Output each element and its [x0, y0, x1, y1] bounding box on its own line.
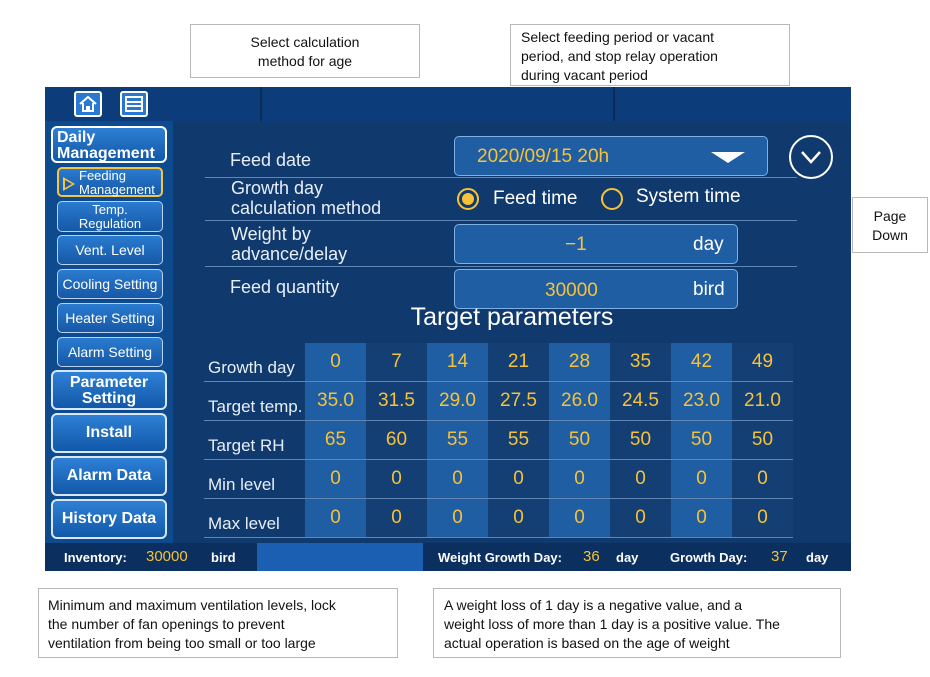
sidebar-item-label: Regulation: [78, 216, 142, 231]
status-bar-field: [257, 543, 423, 571]
row-divider: [205, 266, 797, 267]
callout-line: weight loss of more than 1 day is a positive value. The: [444, 616, 780, 632]
row-label: Target temp.: [204, 382, 305, 421]
sidebar-item-label: Cooling Setting: [62, 276, 158, 292]
table-row: [204, 382, 793, 421]
weight-growth-day-unit: day: [616, 550, 639, 565]
sidebar-item-feeding-management[interactable]: [57, 167, 163, 197]
sidebar-item-label: Vent. Level: [75, 242, 145, 258]
weight-growth-day-label: Weight Growth Day:: [438, 550, 562, 565]
pointer-arrow-inner: [65, 180, 72, 188]
parameter-cell[interactable]: 0: [305, 343, 366, 382]
sidebar-item-cooling-setting[interactable]: [57, 269, 163, 299]
label-line: calculation method: [231, 198, 382, 218]
topbar-divider: [260, 87, 262, 121]
system-time-label[interactable]: System time: [636, 186, 741, 207]
label-line: advance/delay: [231, 244, 348, 264]
row-divider: [205, 220, 797, 221]
callout-line: A weight loss of 1 day is a negative value, and a: [444, 597, 743, 613]
callout-line: method for age: [257, 53, 353, 69]
top-bar: [45, 87, 851, 121]
feed-time-label[interactable]: Feed time: [493, 188, 578, 209]
feed-date-dropdown[interactable]: [454, 136, 768, 176]
growth-day-unit: day: [806, 550, 829, 565]
feed-quantity-label: Feed quantity: [230, 277, 340, 297]
row-label: Max level: [204, 499, 305, 538]
row-label: Target RH: [204, 421, 305, 460]
hmi-screen: [45, 87, 851, 571]
table-row: [204, 499, 793, 538]
row-label: Growth day: [204, 343, 305, 382]
parameter-cell[interactable]: 21.0: [732, 382, 793, 421]
parameter-cell[interactable]: 0: [305, 499, 366, 538]
table-row: [204, 421, 793, 460]
parameter-cell[interactable]: 55: [427, 421, 488, 460]
weight-advance-input[interactable]: [454, 224, 738, 264]
growth-day-label: Growth Day:: [670, 550, 748, 565]
weight-growth-day-value: 36: [583, 548, 600, 565]
parameter-cell[interactable]: 50: [610, 421, 671, 460]
menu-label: Install: [85, 424, 133, 441]
weight-advance-unit: day: [693, 234, 724, 255]
row-label: Min level: [204, 460, 305, 499]
parameter-cell[interactable]: 0: [488, 460, 549, 499]
weight-advance-value: −1: [565, 234, 587, 255]
parameter-cell[interactable]: 23.0: [671, 382, 732, 421]
feed-date-label: Feed date: [230, 150, 312, 170]
parameter-cell[interactable]: 0: [610, 460, 671, 499]
parameter-cell[interactable]: 0: [732, 499, 793, 538]
parameter-cell[interactable]: 50: [671, 421, 732, 460]
target-parameters-title: Target parameters: [410, 303, 614, 331]
sidebar-item-label: Management: [79, 182, 155, 197]
parameter-cell[interactable]: 24.5: [610, 382, 671, 421]
callout-line: Select feeding period or vacant: [521, 29, 715, 45]
parameter-cell[interactable]: 35: [610, 343, 671, 382]
system-time-radio[interactable]: [601, 188, 623, 210]
parameter-cell[interactable]: 50: [549, 421, 610, 460]
callout-page-down: [852, 197, 928, 253]
menu-label: Daily: [57, 129, 96, 146]
sidebar-item-label: Alarm Setting: [67, 344, 153, 360]
parameter-cell[interactable]: 0: [549, 460, 610, 499]
parameter-cell[interactable]: 28: [549, 343, 610, 382]
inventory-label: Inventory:: [64, 550, 127, 565]
callout-line: Minimum and maximum ventilation levels, lock: [48, 597, 336, 613]
parameter-cell[interactable]: 35.0: [305, 382, 366, 421]
sidebar-item-vent-level[interactable]: [57, 235, 163, 265]
feed-quantity-unit: bird: [693, 279, 725, 300]
parameter-cell[interactable]: 49: [732, 343, 793, 382]
status-bar: [45, 543, 851, 571]
callout-line: Down: [872, 227, 908, 243]
menu-label: Setting: [81, 390, 137, 407]
growth-day-value: 37: [771, 548, 788, 565]
menu-label: Alarm Data: [66, 467, 152, 484]
inventory-unit: bird: [211, 550, 236, 565]
callout-feeding-period: [510, 24, 790, 86]
menu-alarm-data[interactable]: [51, 456, 167, 496]
growth-day-method-label: [231, 178, 381, 218]
callout-line: ventilation from being too small or too large: [48, 635, 316, 651]
menu-label: History Data: [61, 510, 157, 527]
sidebar-item-temp-regulation[interactable]: [57, 201, 163, 232]
sidebar-item-label: Feeding: [79, 168, 126, 183]
parameter-cell[interactable]: 31.5: [366, 382, 427, 421]
inventory-value: 30000: [146, 548, 188, 565]
callout-line: Page: [873, 208, 907, 224]
menu-install[interactable]: [51, 413, 167, 453]
parameter-cell[interactable]: 0: [488, 499, 549, 538]
parameter-cell[interactable]: 14: [427, 343, 488, 382]
parameter-cell[interactable]: 0: [305, 460, 366, 499]
menu-label: Parameter: [69, 374, 149, 391]
table-row: [204, 343, 793, 382]
sidebar-item-alarm-setting[interactable]: [57, 337, 163, 367]
page-down-button[interactable]: [789, 135, 833, 179]
parameter-cell[interactable]: 0: [366, 460, 427, 499]
parameter-cell[interactable]: 26.0: [549, 382, 610, 421]
topbar-divider: [613, 87, 615, 121]
parameter-cell[interactable]: 0: [610, 499, 671, 538]
callout-line: Select calculation: [250, 34, 360, 50]
callout-line: actual operation is based on the age of weight: [444, 635, 730, 651]
callout-age-method: [190, 24, 420, 78]
parameter-cell[interactable]: 0: [427, 499, 488, 538]
callout-line: during vacant period: [521, 67, 648, 83]
parameter-cell[interactable]: 27.5: [488, 382, 549, 421]
parameter-cell[interactable]: 42: [671, 343, 732, 382]
sidebar-item-label: Heater Setting: [65, 310, 155, 326]
label-line: Growth day: [231, 178, 324, 198]
menu-daily-management[interactable]: [51, 126, 167, 163]
parameter-cell[interactable]: 65: [305, 421, 366, 460]
sidebar-item-label: Temp.: [92, 202, 128, 217]
feeding-management-panel: [173, 121, 851, 543]
chevron-down-icon: [711, 152, 745, 163]
target-parameters-table: [204, 343, 793, 538]
parameter-cell[interactable]: 0: [549, 499, 610, 538]
home-icon[interactable]: [74, 91, 102, 117]
menu-history-data[interactable]: [51, 499, 167, 539]
weight-advance-label: [231, 224, 347, 264]
parameter-cell[interactable]: 60: [366, 421, 427, 460]
radio-dot: [462, 193, 474, 205]
parameter-cell[interactable]: 0: [671, 499, 732, 538]
sidebar: [45, 121, 173, 543]
callout-weight-advance: [433, 588, 841, 658]
parameter-cell[interactable]: 0: [732, 460, 793, 499]
feed-time-radio[interactable]: [457, 188, 479, 210]
chevron-down-icon: [791, 137, 831, 177]
parameter-cell[interactable]: 0: [671, 460, 732, 499]
sidebar-item-heater-setting[interactable]: [57, 303, 163, 333]
parameter-cell[interactable]: 7: [366, 343, 427, 382]
feed-quantity-value: 30000: [545, 280, 598, 301]
parameter-cell[interactable]: 21: [488, 343, 549, 382]
menu-parameter-setting[interactable]: [51, 370, 167, 410]
window-icon[interactable]: [120, 91, 148, 117]
feed-date-value: 2020/09/15 20h: [477, 146, 610, 167]
callout-line: the number of fan openings to prevent: [48, 616, 285, 632]
callout-line: period, and stop relay operation: [521, 48, 718, 64]
parameter-cell[interactable]: 50: [732, 421, 793, 460]
callout-min-max-level: [38, 588, 398, 658]
parameter-cell[interactable]: 0: [427, 460, 488, 499]
parameter-cell[interactable]: 29.0: [427, 382, 488, 421]
parameter-cell[interactable]: 55: [488, 421, 549, 460]
parameter-cell[interactable]: 0: [366, 499, 427, 538]
label-line: Weight by: [231, 224, 311, 244]
table-row: [204, 460, 793, 499]
menu-label: Management: [57, 145, 155, 162]
